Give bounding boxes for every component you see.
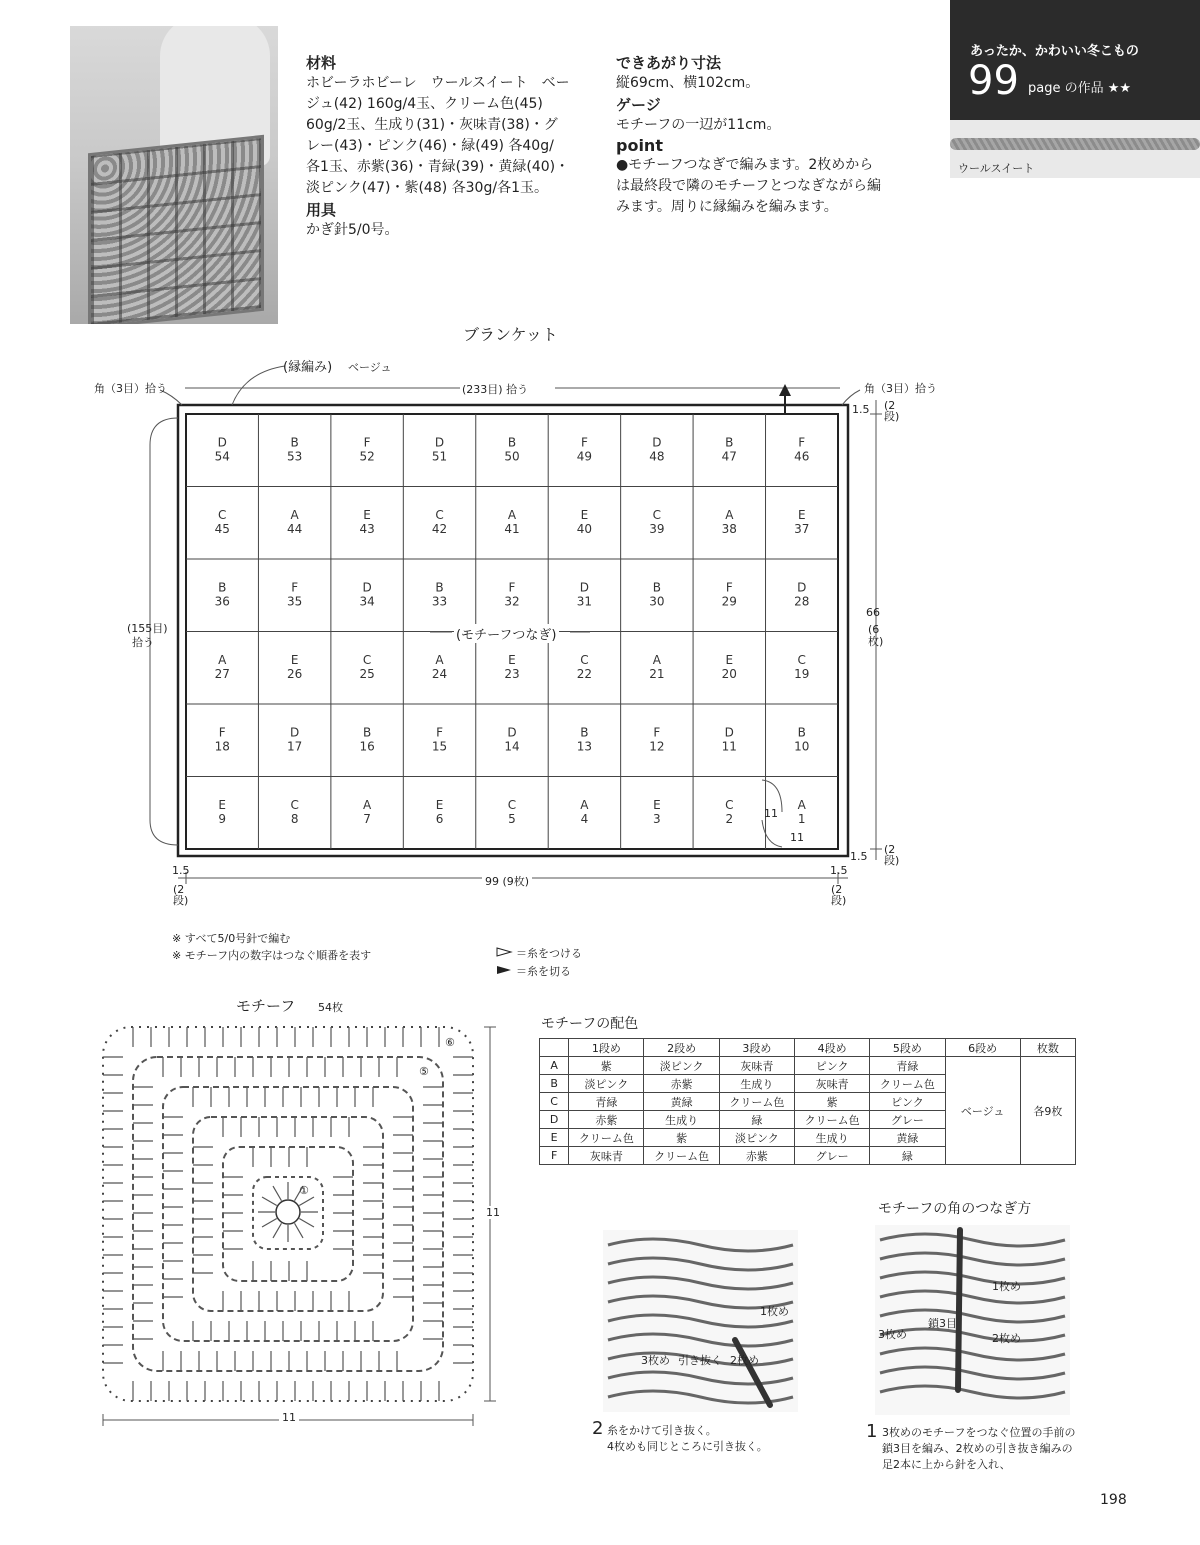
table-cell: 灰味青 <box>795 1075 870 1093</box>
count-cell: 各9枚 <box>1020 1057 1075 1165</box>
table-cell: 生成り <box>644 1111 719 1129</box>
motif-chart <box>103 1027 473 1401</box>
step1-text: 足2本に上から針を入れ、 <box>882 1458 1011 1471</box>
table-row <box>540 1057 1076 1075</box>
motif-order-number: 46 <box>794 449 810 464</box>
motif-order-number: 31 <box>576 594 593 609</box>
motif-letter: B <box>507 435 517 450</box>
motif-order-number: 48 <box>649 449 665 464</box>
motif-order-number: 8 <box>290 811 299 826</box>
materials-heading: 材料 <box>306 54 337 72</box>
motif-letter: E <box>725 652 734 667</box>
motif-order-number: 5 <box>508 811 516 826</box>
motif-letter: D <box>652 435 662 450</box>
table-cell: 紫 <box>795 1093 870 1111</box>
motif-order-number: 47 <box>721 449 737 464</box>
motif-order-number: 45 <box>214 521 230 536</box>
motif-letter: C <box>797 652 806 667</box>
motif-order-number: 24 <box>431 666 448 681</box>
table-cell: 灰味青 <box>719 1057 794 1075</box>
table-cell: C <box>540 1093 569 1111</box>
motif-letter: D <box>797 580 807 595</box>
motif-order-number: 11 <box>721 739 737 754</box>
edge-width-label: 1.5 <box>830 864 848 877</box>
join1-label: 1枚め <box>992 1280 1021 1293</box>
join2-label: 引き抜く <box>678 1354 722 1367</box>
motif-order-number: 13 <box>576 739 593 754</box>
motif-letter: B <box>580 725 589 740</box>
size-text: 縦69cm、横102cm。 <box>616 75 760 91</box>
motif-letter: F <box>363 435 371 450</box>
step1-text: 3枚めのモチーフをつなぐ位置の手前の <box>882 1426 1076 1439</box>
motif-letter: C <box>507 797 517 812</box>
motif-letter: B <box>362 725 372 740</box>
height-count-label: (6枚) <box>868 623 884 648</box>
step1-number: 1 <box>866 1421 878 1442</box>
step1-text: 鎖3目を編み、2枚めの引き抜き編みの <box>882 1442 1073 1455</box>
motif-letter: D <box>434 435 445 450</box>
tools-text: かぎ針5/0号。 <box>306 222 399 238</box>
motif-letter: F <box>580 435 588 450</box>
step2-number: 2 <box>592 1418 604 1439</box>
motif-letter: C <box>580 652 589 667</box>
motif-order-number: 30 <box>649 594 665 609</box>
edge-rows-label: (2段) <box>884 399 900 423</box>
edging-leader <box>232 366 285 405</box>
point-line: みます。周りに縁編みを編みます。 <box>616 199 838 215</box>
gauge-text: モチーフの一辺が11cm。 <box>616 117 781 133</box>
join1-label: 2枚め <box>992 1332 1021 1345</box>
table-cell: 淡ピンク <box>644 1057 719 1075</box>
stitch-mark <box>299 1197 314 1206</box>
table-cell: 生成り <box>795 1129 870 1147</box>
table-cell: 赤紫 <box>569 1111 644 1129</box>
motif-letter: C <box>435 507 444 522</box>
motif-letter: A <box>362 797 372 812</box>
motif-letter: C <box>218 507 227 522</box>
motif-order-number: 36 <box>214 594 230 609</box>
motif-letter: F <box>653 725 661 740</box>
table-cell: クリーム色 <box>719 1093 794 1111</box>
side-pickup-label: (155目) <box>127 622 168 635</box>
motif-letter: B <box>725 435 734 450</box>
stitch-mark <box>262 1219 277 1228</box>
motif-letter: B <box>652 580 661 595</box>
motif-count: 54枚 <box>318 1001 343 1014</box>
stitch-mark <box>273 1186 282 1201</box>
motif-letter: E <box>797 507 806 522</box>
motif-order-number: 53 <box>287 449 303 464</box>
tools-heading: 用具 <box>306 201 337 219</box>
height-dim-label: 66 <box>866 606 880 619</box>
motif-letter: E <box>435 797 444 812</box>
motif-letter: F <box>725 580 733 595</box>
table-cell: 淡ピンク <box>719 1129 794 1147</box>
motif-order-number: 27 <box>214 666 230 681</box>
table-cell: 生成り <box>719 1075 794 1093</box>
page-ref-suffix: page の作品 ★★ <box>1028 81 1132 96</box>
edge-width-label: 1.5 <box>850 850 868 863</box>
table-cell: クリーム色 <box>569 1129 644 1147</box>
legend-attach: ＝糸をつける <box>516 947 582 960</box>
motif-letter: C <box>290 797 299 812</box>
materials-line: 各1玉、赤紫(36)・青緑(39)・黄緑(40)・ <box>306 159 570 175</box>
motif-order-number: 43 <box>359 521 375 536</box>
edge-width-label: 1.5 <box>852 403 870 416</box>
motif-order-number: 32 <box>504 594 520 609</box>
materials-line: レー(43)・ピンク(46)・緑(49) 各40g/ <box>306 138 554 154</box>
table-cell: F <box>540 1147 569 1165</box>
page-ref-number: 99 <box>968 58 1019 104</box>
motif-order-number: 7 <box>363 811 371 826</box>
motif-letter: D <box>362 580 372 595</box>
motif-letter: E <box>653 797 661 812</box>
motif-order-number: 49 <box>576 449 593 464</box>
motif-letter: E <box>290 652 299 667</box>
motif-letter: B <box>218 580 227 595</box>
table-cell: A <box>540 1057 569 1075</box>
corner-left-label: 角（3目）拾う <box>94 382 167 395</box>
point-line: は最終段で隣のモチーフとつなぎながら編 <box>616 178 882 194</box>
motif-order-number: 4 <box>580 811 589 826</box>
motif-order-number: 14 <box>504 739 520 754</box>
table-cell: D <box>540 1111 569 1129</box>
motif-size-label: 11 <box>764 807 778 820</box>
motif-order-number: 28 <box>794 594 810 609</box>
motif-letter: E <box>363 507 371 522</box>
motif-letter: D <box>217 435 227 450</box>
table-cell: 黄緑 <box>644 1093 719 1111</box>
motif-letter: A <box>725 507 734 522</box>
materials-line: 60g/2玉、生成り(31)・灰味青(38)・グ <box>306 117 558 133</box>
series-title: あったか、かわいい冬こもの <box>970 44 1139 59</box>
motif-letter: A <box>218 652 227 667</box>
center-label: (モチーフつなぎ) <box>454 624 559 643</box>
stitch-mark <box>273 1223 282 1238</box>
note-hook: ※ すべて5/0号針で編む <box>172 932 291 945</box>
table-cell: クリーム色 <box>644 1147 719 1165</box>
width-dim-label: 99 (9枚) <box>482 873 532 889</box>
edge-rows-label: (2段) <box>884 843 900 867</box>
table-cell: グレー <box>870 1111 945 1129</box>
stitch-mark <box>299 1219 314 1228</box>
table-cell: クリーム色 <box>795 1111 870 1129</box>
color-table-header <box>540 1039 1076 1057</box>
stitch-mark <box>295 1223 304 1238</box>
motif-order-number: 25 <box>359 666 375 681</box>
table-cell: 赤紫 <box>719 1147 794 1165</box>
motif-order-number: 21 <box>649 666 665 681</box>
motif-order-number: 29 <box>721 594 737 609</box>
edge-width-label: 1.5 <box>172 864 190 877</box>
round-label: ⑤ <box>419 1065 429 1078</box>
header-cell: 2段め <box>644 1039 719 1057</box>
join-illustration-step1 <box>875 1225 1070 1415</box>
header-cell: 枚数 <box>1020 1039 1075 1057</box>
motif-order-number: 51 <box>431 449 448 464</box>
motif-order-number: 3 <box>653 811 661 826</box>
motif-letter: C <box>652 507 662 522</box>
motif-letter: A <box>652 652 661 667</box>
motif-order-number: 41 <box>504 521 520 536</box>
motif-letter: E <box>580 507 589 522</box>
header-cell: 6段め <box>945 1039 1020 1057</box>
join-title: モチーフの角のつなぎ方 <box>878 1201 1032 1217</box>
motif-letter: B <box>435 580 444 595</box>
color-table <box>539 1038 1076 1165</box>
table-cell: 紫 <box>569 1057 644 1075</box>
side-pickup-label-2: 拾う <box>132 636 154 649</box>
motif-letter: D <box>724 725 734 740</box>
table-cell: グレー <box>795 1147 870 1165</box>
motif-order-number: 38 <box>721 521 737 536</box>
header-cell: 3段め <box>719 1039 794 1057</box>
materials-line: ホビーラホビーレ ウールスイート ベー <box>306 75 570 91</box>
motif-letter: F <box>218 725 226 740</box>
motif-letter: C <box>725 797 734 812</box>
join2-label: 3枚め <box>641 1354 670 1367</box>
motif-order-number: 44 <box>287 521 303 536</box>
table-cell: E <box>540 1129 569 1147</box>
corner-right-label: 角（3目）拾う <box>864 382 937 395</box>
motif-order-number: 17 <box>287 739 303 754</box>
table-cell: 淡ピンク <box>569 1075 644 1093</box>
table-cell: 黄緑 <box>870 1129 945 1147</box>
materials-line: ジュ(42) 160g/4玉、クリーム色(45) <box>306 96 543 112</box>
motif-order-number: 1 <box>797 811 806 826</box>
size-heading: できあがり寸法 <box>616 54 722 72</box>
motif-order-number: 2 <box>725 811 734 826</box>
join1-label: 3枚め <box>878 1328 907 1341</box>
round6-cell: ベージュ <box>945 1057 1020 1165</box>
motif-letter: F <box>436 725 443 740</box>
point-line: ●モチーフつなぎで編みます。2枚めから <box>616 157 874 173</box>
motif-order-number: 16 <box>359 739 375 754</box>
table-cell: 青緑 <box>870 1057 945 1075</box>
step2-text: 4枚めも同じところに引き抜く。 <box>607 1440 768 1453</box>
motif-letter: A <box>435 652 444 667</box>
motif-order-number: 22 <box>576 666 593 681</box>
round-label: ① <box>299 1184 309 1197</box>
motif-order-number: 54 <box>214 449 230 464</box>
motif-order-number: 23 <box>504 666 520 681</box>
join1-label: 鎖3目 <box>928 1317 957 1330</box>
motif-order-number: 34 <box>359 594 375 609</box>
motif-order-number: 6 <box>435 811 444 826</box>
motif-order-number: 52 <box>359 449 375 464</box>
start-arrow-head <box>779 384 791 396</box>
motif-order-number: 40 <box>576 521 593 536</box>
motif-letter: F <box>291 580 299 595</box>
step2-text: 糸をかけて引き抜く。 <box>607 1424 717 1437</box>
join-illustration-step2 <box>603 1230 798 1412</box>
header-cell: 1段め <box>569 1039 644 1057</box>
motif-order-number: 10 <box>794 739 810 754</box>
gauge-heading: ゲージ <box>616 96 661 114</box>
stitch-mark <box>262 1197 277 1206</box>
table-cell: 灰味青 <box>569 1147 644 1165</box>
edge-rows-label: (2段) <box>173 883 189 907</box>
motif-letter: F <box>508 580 516 595</box>
color-table-title: モチーフの配色 <box>541 1016 639 1032</box>
header-cell: 4段め <box>795 1039 870 1057</box>
motif-size-curve <box>762 820 782 847</box>
motif-letter: F <box>798 435 806 450</box>
edging-label: (縁編み) <box>283 360 333 375</box>
table-cell: 緑 <box>870 1147 945 1165</box>
table-cell: ピンク <box>795 1057 870 1075</box>
motif-order-number: 18 <box>214 739 230 754</box>
table-cell: 紫 <box>644 1129 719 1147</box>
table-cell: クリーム色 <box>870 1075 945 1093</box>
point-heading: point <box>616 136 663 155</box>
header-cell: 5段め <box>870 1039 945 1057</box>
motif-order-number: 20 <box>721 666 737 681</box>
motif-width-label: 11 <box>279 1411 299 1424</box>
motif-order-number: 15 <box>431 739 448 754</box>
motif-letter: B <box>797 725 806 740</box>
cut-yarn-icon <box>497 966 511 974</box>
table-cell: 青緑 <box>569 1093 644 1111</box>
join2-label: 2枚め <box>730 1354 759 1367</box>
edge-rows-label: (2段) <box>831 883 847 907</box>
motif-order-number: 37 <box>794 521 810 536</box>
top-pickup-label: (233目) 拾う <box>462 383 529 396</box>
motif-letter: B <box>290 435 299 450</box>
legend-cut: ＝糸を切る <box>516 965 571 978</box>
header-cell <box>540 1039 569 1057</box>
attach-yarn-icon <box>497 948 511 956</box>
motif-letter: D <box>290 725 300 740</box>
yarn-label: ウールスイート <box>958 162 1035 175</box>
motif-order-number: 12 <box>649 739 665 754</box>
motif-order-number: 26 <box>287 666 303 681</box>
blanket-title: ブランケット <box>463 325 558 344</box>
motif-letter: E <box>218 797 227 812</box>
join2-label: 1枚め <box>760 1305 789 1318</box>
motif-letter: C <box>362 652 372 667</box>
table-cell: 緑 <box>719 1111 794 1129</box>
table-cell: B <box>540 1075 569 1093</box>
motif-order-number: 42 <box>431 521 448 536</box>
motif-letter: D <box>579 580 590 595</box>
note-order: ※ モチーフ内の数字はつなぐ順番を表す <box>172 949 372 962</box>
motif-order-number: 50 <box>504 449 520 464</box>
motif-letter: A <box>797 797 806 812</box>
table-cell: 赤紫 <box>644 1075 719 1093</box>
motif-order-number: 35 <box>287 594 303 609</box>
motif-order-number: 33 <box>431 594 448 609</box>
motif-height-label: 11 <box>486 1206 500 1219</box>
motif-letter: E <box>508 652 516 667</box>
motif-letter: A <box>290 507 299 522</box>
motif-letter: D <box>507 725 517 740</box>
motif-order-number: 9 <box>218 811 227 826</box>
edging-color: ベージュ <box>348 361 392 374</box>
motif-order-number: 19 <box>794 666 810 681</box>
motif-letter: A <box>580 797 589 812</box>
motif-order-number: 39 <box>649 521 665 536</box>
table-cell: ピンク <box>870 1093 945 1111</box>
motif-letter: A <box>507 507 517 522</box>
round-label: ⑥ <box>445 1036 455 1049</box>
motif-size-label: 11 <box>790 831 804 844</box>
motif-title: モチーフ <box>236 997 296 1015</box>
page-number: 198 <box>1100 1492 1127 1508</box>
materials-line: 淡ピンク(47)・紫(48) 各30g/各1玉。 <box>306 180 548 196</box>
